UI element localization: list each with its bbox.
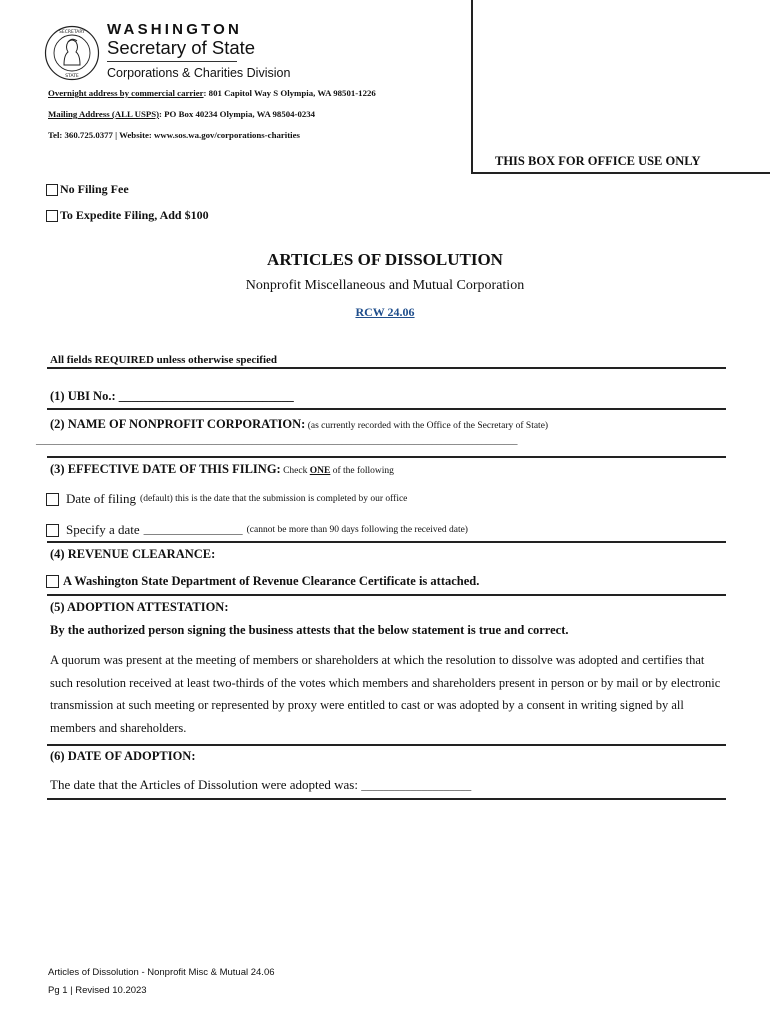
rule-7 (47, 798, 726, 800)
document-subtitle: Nonprofit Miscellaneous and Mutual Corporation (245, 278, 525, 293)
office-use-box (471, 0, 770, 174)
name-note: (as currently recorded with the Office of the Secretary of State) (305, 421, 549, 431)
rule-2 (47, 408, 726, 410)
svg-text:STATE: STATE (65, 74, 79, 79)
effective-note-one: ONE (309, 466, 331, 476)
date-of-filing-checkbox[interactable] (46, 493, 59, 506)
date-of-filing-label: Date of filing (66, 491, 137, 506)
revenue-label: (4) REVENUE CLEARANCE: (50, 547, 216, 561)
date-of-adoption-label: (6) DATE OF ADOPTION: (50, 749, 196, 763)
footer-doc-name: Articles of Dissolution - Nonprofit Misc & Mutual 24.06 (48, 967, 275, 978)
revenue-option[interactable] (46, 574, 479, 589)
rcw-link[interactable]: RCW 24.06 (355, 305, 415, 319)
expedite-option[interactable] (46, 208, 209, 223)
date-of-filing-option[interactable] (46, 491, 407, 507)
effective-note-pre: Check (280, 466, 310, 476)
date-of-adoption-field (50, 777, 471, 793)
name-label: (2) NAME OF NONPROFIT CORPORATION: (50, 417, 306, 431)
document-title: ARTICLES OF DISSOLUTION (267, 250, 503, 269)
revenue-option-label: A Washington State Department of Revenue Clearance Certificate is attached. (63, 574, 480, 588)
adoption-text: A quorum was present at the meeting of members or shareholders at which the resolution to dissolve was adopted and certifies that such resolution received at least two-thirds of the votes which members and shareholders present in person or by mail or by electronic transmission at such meeting or represented by proxy were entitled to cast or was adopted by a consent in writing signed by all members and shareholders. (50, 653, 721, 736)
effective-note-post: of the following (330, 466, 394, 476)
adoption-attest: By the authorized person signing the business attests that the below statement is true and correct. (50, 623, 569, 637)
date-of-filing-note: (default) this is the date that the submission is completed by our office (140, 494, 408, 504)
no-filing-fee-option[interactable] (46, 182, 129, 197)
ubi-label: (1) UBI No.: (50, 389, 119, 403)
date-of-adoption-text: The date that the Articles of Dissolution were adopted was: (50, 777, 362, 792)
effective-date-label: (3) EFFECTIVE DATE OF THIS FILING: (50, 462, 281, 476)
name-field (50, 417, 548, 432)
rule-1 (47, 367, 726, 369)
overnight-value: : 801 Capitol Way S Olympia, WA 98501-1226 (203, 88, 376, 98)
header-division: Corporations & Charities Division (107, 66, 291, 80)
expedite-checkbox[interactable] (46, 210, 58, 222)
rule-4 (47, 541, 726, 543)
rule-5 (47, 594, 726, 596)
svg-text:SECRETARY: SECRETARY (59, 30, 85, 35)
ubi-field (50, 389, 294, 404)
specify-date-option[interactable] (46, 522, 468, 538)
no-filing-fee-checkbox[interactable] (46, 184, 58, 196)
contact-info: Tel: 360.725.0377 | Website: www.sos.wa.gov/corporations-charities (48, 130, 300, 140)
expedite-label: To Expedite Filing, Add $100 (60, 208, 209, 222)
state-seal-logo (44, 25, 100, 81)
revenue-checkbox[interactable] (46, 575, 59, 588)
effective-date-section (50, 462, 394, 477)
specify-date-label: Specify a date (66, 522, 140, 537)
rule-3 (47, 456, 726, 458)
mailing-label: Mailing Address (ALL USPS) (48, 109, 160, 119)
mailing-address (48, 109, 315, 119)
rule-6 (47, 744, 726, 746)
overnight-label: Overnight address by commercial carrier (48, 88, 204, 98)
specify-date-checkbox[interactable] (46, 524, 59, 537)
office-use-label: THIS BOX FOR OFFICE USE ONLY (495, 154, 701, 168)
name-input[interactable]: ___________________________________________________________________________________________________________ (36, 436, 518, 446)
date-of-adoption-input[interactable]: ____________________ (361, 780, 472, 792)
header-office: Secretary of State (107, 37, 256, 58)
overnight-address (48, 88, 376, 98)
specify-date-input[interactable]: __________________ (143, 524, 243, 536)
adoption-label: (5) ADOPTION ATTESTATION: (50, 600, 229, 614)
no-filing-fee-label: No Filing Fee (60, 182, 129, 196)
required-note: All fields REQUIRED unless otherwise specified (50, 354, 278, 366)
mailing-value: : PO Box 40234 Olympia, WA 98504-0234 (159, 109, 316, 119)
header-state: WASHINGTON (107, 21, 243, 38)
footer-page-info: Pg 1 | Revised 10.2023 (48, 985, 147, 996)
specify-date-note: (cannot be more than 90 days following the received date) (246, 525, 468, 535)
ubi-input[interactable]: ____________________________ (118, 389, 294, 403)
header-divider (107, 61, 237, 62)
